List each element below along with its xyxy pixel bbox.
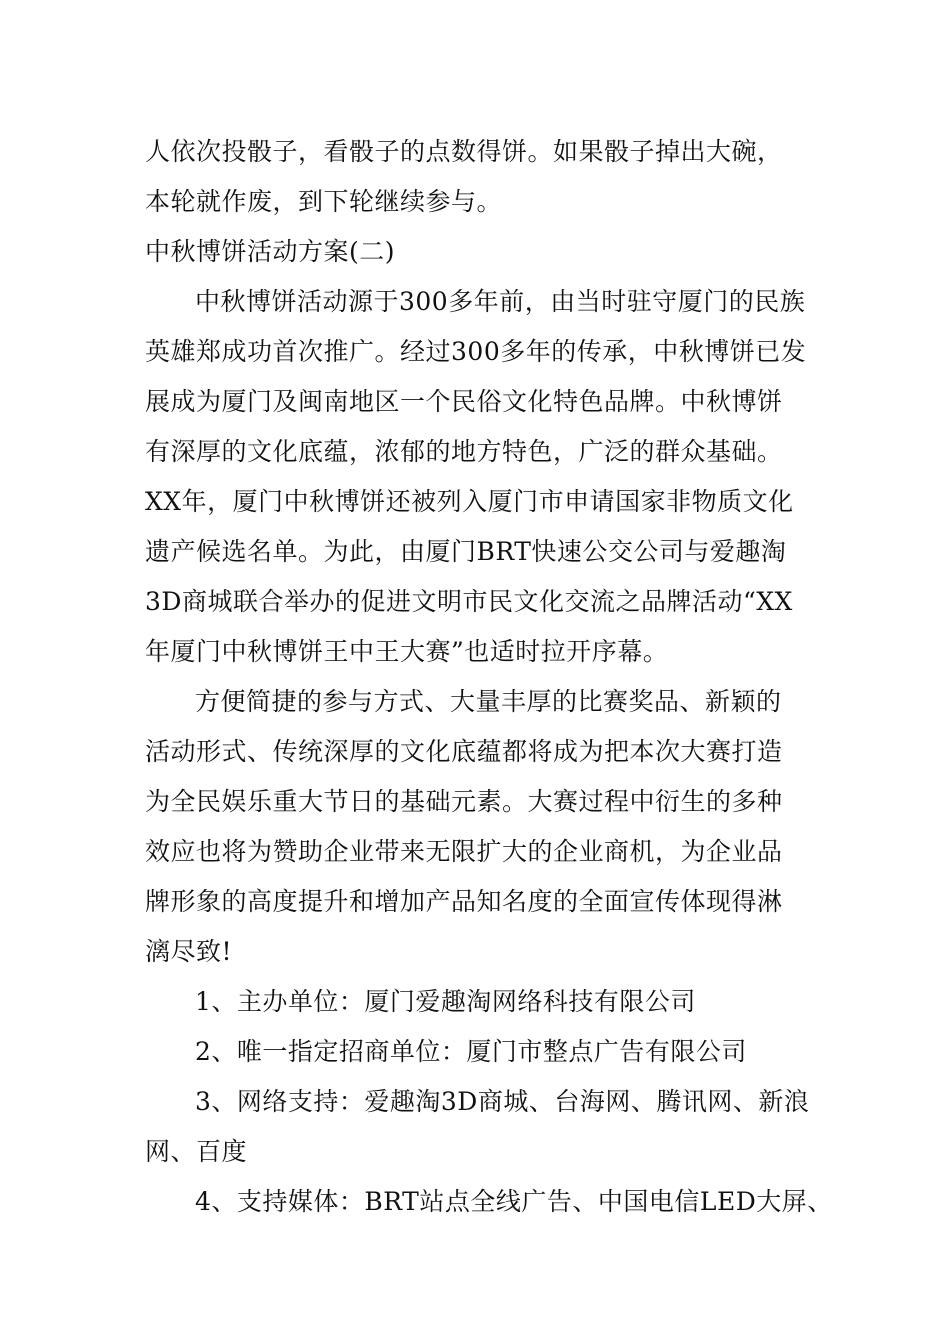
text-line: 为全民娱乐重大节日的基础元素。大赛过程中衍生的多种	[145, 787, 783, 816]
text-line: 展成为厦门及闽南地区一个民俗文化特色品牌。中秋博饼	[145, 387, 783, 416]
text-line: 有深厚的文化底蕴，浓郁的地方特色，广泛的群众基础。	[145, 437, 783, 466]
text-line: 活动形式、传统深厚的文化底蕴都将成为把本次大赛打造	[145, 737, 783, 766]
list-item: 1、主办单位：厦门爱趣淘网络科技有限公司	[195, 987, 696, 1016]
text-line: 3D商城联合举办的促进文明市民文化交流之品牌活动“XX	[145, 587, 793, 616]
text-line: 效应也将为赞助企业带来无限扩大的企业商机，为企业品	[145, 837, 783, 866]
text-line: 中秋博饼活动源于300多年前，由当时驻守厦门的民族	[195, 287, 806, 316]
text-line: 人依次投骰子，看骰子的点数得饼。如果骰子掉出大碗，	[145, 137, 783, 166]
list-item: 3、网络支持：爱趣淘3D商城、台海网、腾讯网、新浪	[195, 1087, 810, 1116]
list-item: 4、支持媒体：BRT站点全线广告、中国电信LED大屏、	[195, 1187, 833, 1216]
text-line: 网、百度	[145, 1137, 248, 1166]
section-heading: 中秋博饼活动方案(二)	[145, 237, 396, 266]
text-line: 漓尽致!	[145, 937, 233, 966]
text-line: 英雄郑成功首次推广。经过300多年的传承，中秋博饼已发	[145, 337, 807, 366]
text-line: 牌形象的高度提升和增加产品知名度的全面宣传体现得淋	[145, 887, 783, 916]
text-line: XX年，厦门中秋博饼还被列入厦门市申请国家非物质文化	[145, 487, 794, 516]
text-line: 遗产候选名单。为此，由厦门BRT快速公交公司与爱趣淘	[145, 537, 787, 566]
text-line: 方便简捷的参与方式、大量丰厚的比赛奖品、新颖的	[195, 687, 782, 716]
text-line: 年厦门中秋博饼王中王大赛”也适时拉开序幕。	[145, 637, 669, 666]
list-item: 2、唯一指定招商单位：厦门市整点广告有限公司	[195, 1037, 747, 1066]
text-line: 本轮就作废，到下轮继续参与。	[145, 187, 503, 216]
